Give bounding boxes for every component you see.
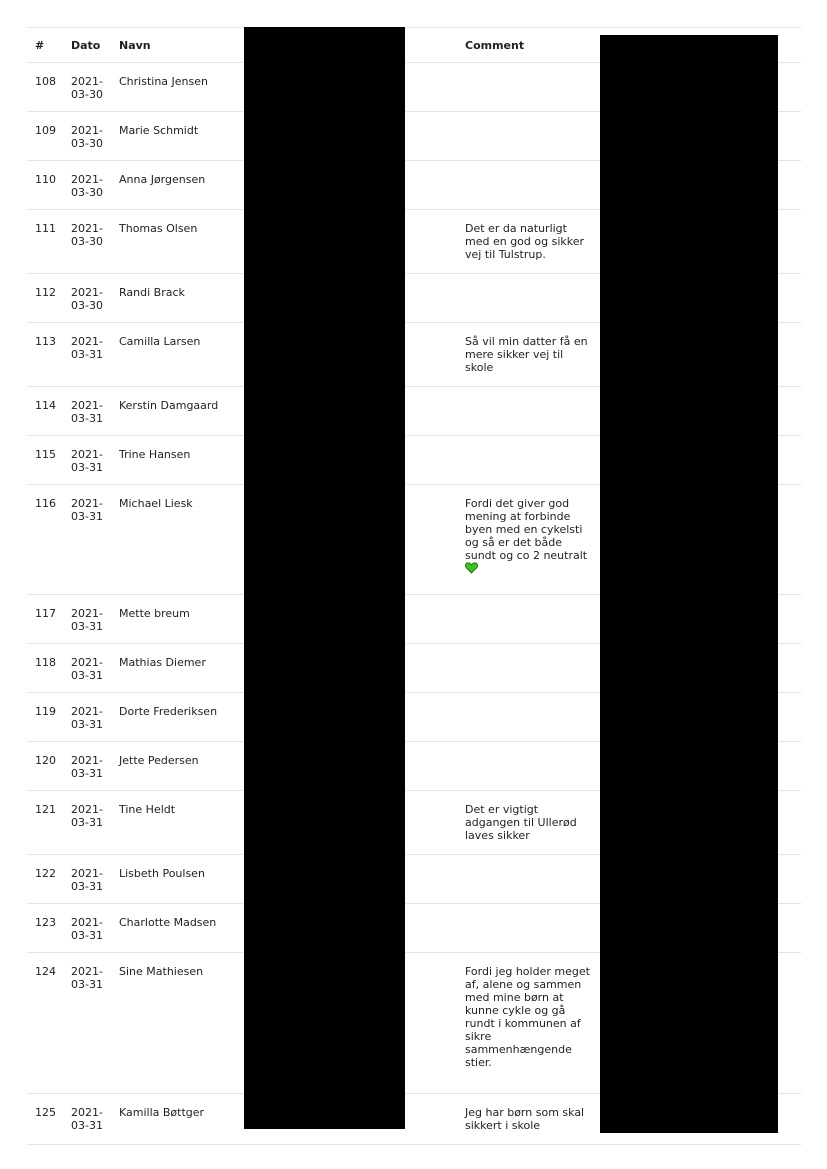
row-name: Thomas Olsen [119,222,198,235]
row-number: 114 [35,399,56,412]
row-comment: Så vil min datter få en mere sikker vej til skole [465,335,588,374]
green-heart-icon [465,562,478,577]
row-date: 2021- 03-31 [71,867,103,893]
row-number: 113 [35,335,56,348]
row-name: Camilla Larsen [119,335,201,348]
row-date: 2021- 03-30 [71,286,103,312]
row-date: 2021- 03-30 [71,222,103,248]
row-comment: Det er da naturligt med en god og sikker vej til Tulstrup. [465,222,585,261]
row-date: 2021- 03-31 [71,656,103,682]
row-name: Jette Pedersen [119,754,199,767]
row-comment: Fordi jeg holder meget af, alene og sammen med mine børn at kunne cykle og gå rundt i kommunen af sikre sammenhængende stier. [465,965,590,1069]
header-comment: Comment [465,39,525,52]
row-name: Sine Mathiesen [119,965,204,978]
row-date: 2021- 03-31 [71,1106,103,1132]
row-name: Kerstin Damgaard [119,399,219,412]
row-number: 112 [35,286,56,299]
row-number: 119 [35,705,56,718]
row-number: 117 [35,607,56,620]
row-comment: Fordi det giver god mening at forbinde byen med en cykelsti og så er det både sundt og co 2 neutralt [465,497,588,562]
row-name: Christina Jensen [119,75,208,88]
row-comment: Jeg har børn som skal sikkert i skole [465,1106,585,1132]
row-date: 2021- 03-30 [71,173,103,199]
row-date: 2021- 03-30 [71,75,103,101]
row-name: Mette breum [119,607,190,620]
row-number: 116 [35,497,56,510]
row-name: Dorte Frederiksen [119,705,218,718]
header-date: Dato [71,39,101,52]
row-name: Michael Liesk [119,497,193,510]
row-number: 110 [35,173,56,186]
row-number: 124 [35,965,56,978]
row-number: 120 [35,754,56,767]
row-comment: Det er vigtigt adgangen til Ullerød laves sikker [465,803,577,842]
row-number: 108 [35,75,56,88]
row-date: 2021- 03-31 [71,607,103,633]
row-name: Mathias Diemer [119,656,206,669]
row-number: 125 [35,1106,56,1119]
row-name: Randi Brack [119,286,185,299]
row-date: 2021- 03-30 [71,124,103,150]
row-number: 122 [35,867,56,880]
row-comment-cell [465,497,593,577]
row-number: 109 [35,124,56,137]
row-name: Charlotte Madsen [119,916,217,929]
row-number: 115 [35,448,56,461]
row-name: Anna Jørgensen [119,173,206,186]
row-date: 2021- 03-31 [71,803,103,829]
header-number: # [35,39,45,52]
row-number: 118 [35,656,56,669]
row-date: 2021- 03-31 [71,335,103,361]
row-name: Tine Heldt [119,803,176,816]
row-number: 121 [35,803,56,816]
header-name: Navn [119,39,151,52]
row-date: 2021- 03-31 [71,448,103,474]
row-name: Marie Schmidt [119,124,199,137]
row-name: Lisbeth Poulsen [119,867,205,880]
row-date: 2021- 03-31 [71,705,103,731]
row-date: 2021- 03-31 [71,965,103,991]
row-number: 111 [35,222,56,235]
row-name: Kamilla Bøttger [119,1106,205,1119]
row-date: 2021- 03-31 [71,497,103,523]
row-date: 2021- 03-31 [71,399,103,425]
redaction-block-right [600,35,778,1133]
row-number: 123 [35,916,56,929]
row-date: 2021- 03-31 [71,754,103,780]
row-date: 2021- 03-31 [71,916,103,942]
redaction-block-middle [244,27,405,1129]
row-name: Trine Hansen [119,448,191,461]
